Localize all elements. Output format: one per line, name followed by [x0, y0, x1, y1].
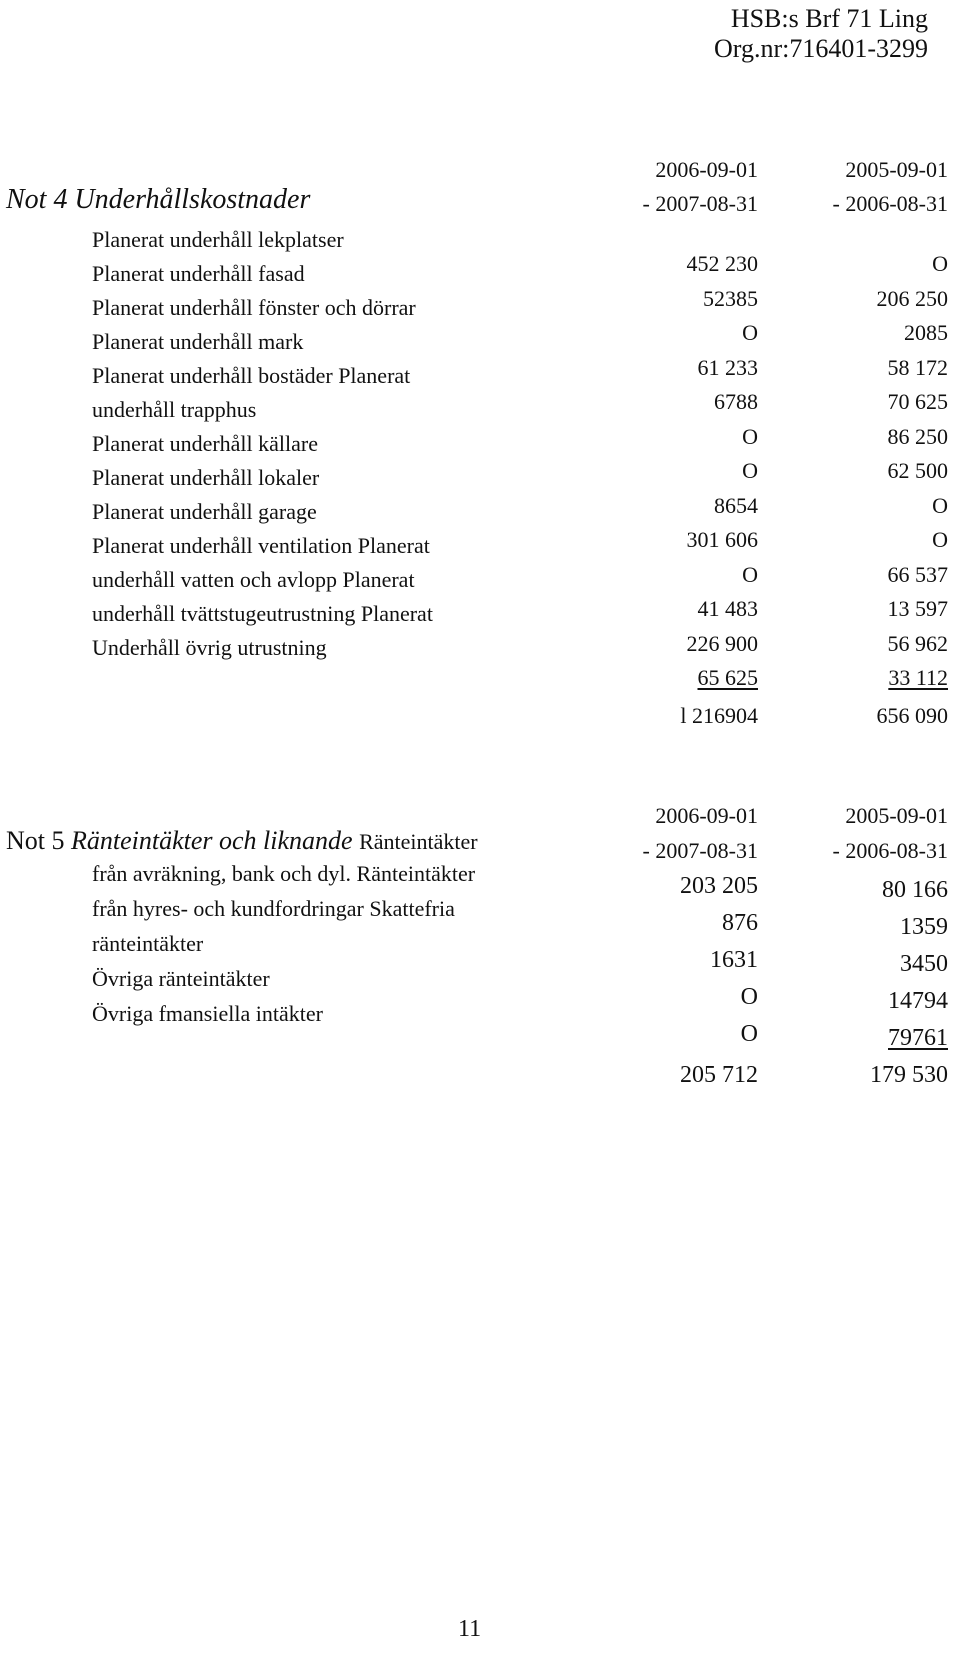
note5-period-current-from: 2006-09-01: [655, 803, 758, 828]
note4-label-line: Planerat underhåll ventilation Planerat: [92, 533, 430, 558]
note5-value-previous: 3450: [900, 951, 948, 977]
note5-title: [6, 828, 478, 854]
note5-label-line: från avräkning, bank och dyl. Ränteintäkter: [92, 861, 476, 886]
note5-value-current: O: [740, 984, 758, 1010]
note4-value-previous: 70 625: [887, 389, 948, 414]
org-number: Org.nr:716401-3299: [713, 34, 928, 63]
note4-value-previous: O: [932, 493, 948, 518]
note4-value-current: 226 900: [686, 631, 758, 656]
note5-label-line: ränteintäkter: [92, 931, 204, 956]
note4-label-line: Planerat underhåll källare: [92, 431, 319, 456]
note4-period-current-from: 2006-09-01: [655, 157, 758, 182]
note5-period-previous-to: - 2006-08-31: [832, 838, 948, 863]
note4-label-line: underhåll vatten och avlopp Planerat: [92, 567, 415, 592]
note4-value-current: 6788: [714, 389, 758, 414]
note4-value-previous: 66 537: [887, 562, 948, 587]
note5-value-previous: 1359: [900, 914, 948, 940]
note4-value-previous: 206 250: [876, 286, 948, 311]
note4-label-line: Underhåll övrig utrustning: [92, 635, 327, 660]
note4-value-previous: 56 962: [887, 631, 948, 656]
note5-period-current-to: - 2007-08-31: [642, 838, 758, 863]
note5-period-previous-from: 2005-09-01: [845, 803, 948, 828]
note5-value-current: 203 205: [680, 873, 758, 899]
note5-value-previous: 80 166: [882, 877, 948, 903]
note4-label-line: Planerat underhåll lokaler: [92, 465, 320, 490]
note5-label-line: Övriga ränteintäkter: [92, 966, 270, 991]
note4-value-current: 8654: [714, 493, 758, 518]
note4-value-previous: O: [932, 527, 948, 552]
note5-total-current: 205 712: [680, 1062, 758, 1088]
page-number: 11: [458, 1616, 482, 1642]
note4-total-previous: 656 090: [876, 703, 948, 728]
note4-total-current: l 216904: [680, 703, 758, 728]
note4-value-current: O: [742, 424, 758, 449]
note4-value-previous: 58 172: [887, 355, 948, 380]
note4-period-previous-from: 2005-09-01: [845, 157, 948, 182]
note4-value-current: 61 233: [697, 355, 758, 380]
note5-title-prefix: Not 5: [6, 826, 65, 855]
note4-value-previous: 62 500: [887, 458, 948, 483]
note4-value-previous: 33 112: [888, 665, 948, 690]
note5-label-line: från hyres- och kundfordringar Skattefria: [92, 896, 455, 921]
note4-value-current: O: [742, 562, 758, 587]
note4-label-line: Planerat underhåll fönster och dörrar: [92, 295, 416, 320]
note4-label-line: Planerat underhåll mark: [92, 329, 304, 354]
note4-value-current: O: [742, 458, 758, 483]
note4-value-current: 452 230: [686, 251, 758, 276]
note4-label-line: underhåll trapphus: [92, 397, 257, 422]
note5-value-current: O: [740, 1021, 758, 1047]
note4-value-current: 65 625: [697, 665, 758, 690]
note4-value-current: 41 483: [697, 596, 758, 621]
note5-total-previous: 179 530: [870, 1062, 948, 1088]
note4-value-current: 52385: [703, 286, 758, 311]
note5-value-current: 1631: [710, 947, 758, 973]
note4-period-previous-to: - 2006-08-31: [832, 191, 948, 216]
note4-value-previous: O: [932, 251, 948, 276]
note4-value-current: 301 606: [686, 527, 758, 552]
note4-value-previous: 2085: [904, 320, 948, 345]
note5-value-previous: 14794: [888, 988, 948, 1014]
note5-title-italic: Ränteintäkter och liknande: [71, 826, 353, 855]
note5-value-current: 876: [722, 910, 758, 936]
note4-label-line: Planerat underhåll lekplatser: [92, 227, 344, 252]
note4-value-previous: 86 250: [887, 424, 948, 449]
note4-label-line: Planerat underhåll garage: [92, 499, 317, 524]
note5-title-tail: Ränteintäkter: [359, 829, 478, 854]
note4-label-line: Planerat underhåll fasad: [92, 261, 305, 286]
note5-label-line: Övriga fmansiella intäkter: [92, 1001, 323, 1026]
note4-label-line: underhåll tvättstugeutrustning Planerat: [92, 601, 433, 626]
note4-value-current: O: [742, 320, 758, 345]
note4-label-line: Planerat underhåll bostäder Planerat: [92, 363, 411, 388]
org-name: HSB:s Brf 71 Ling: [730, 4, 928, 33]
note4-period-current-to: - 2007-08-31: [642, 191, 758, 216]
note5-value-previous: 79761: [888, 1025, 948, 1051]
note4-value-previous: 13 597: [887, 596, 948, 621]
note4-title: Not 4 Underhållskostnader: [6, 184, 311, 215]
